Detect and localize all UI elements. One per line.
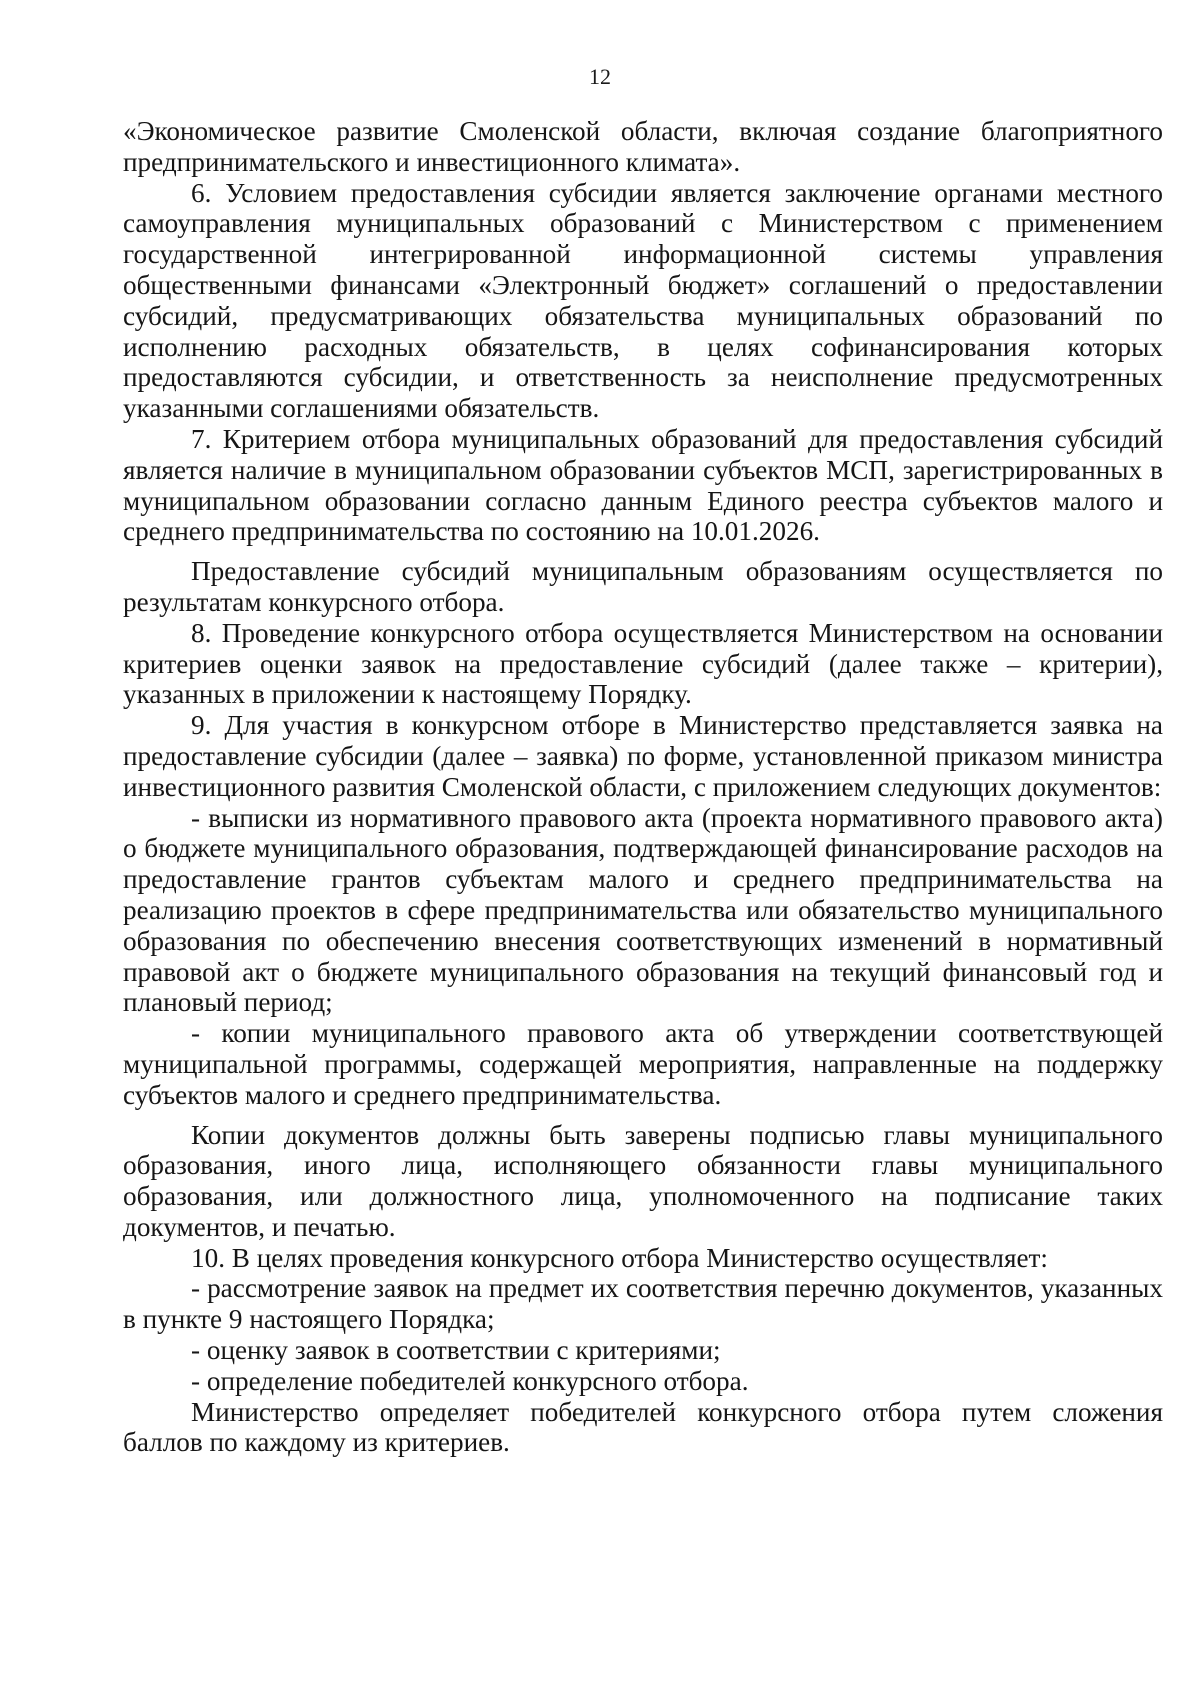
list-item-review-applications: - рассмотрение заявок на предмет их соответствия перечню документов, указанных в пункте 9 настоящего Порядка;: [123, 1273, 1163, 1335]
page-number: 12: [589, 64, 611, 89]
paragraph-scoring: Министерство определяет победителей конкурсного отбора путем сложения баллов по каждому из критериев.: [123, 1396, 1163, 1458]
list-item-program-copy: - копии муниципального правового акта об утверждении соответствующей муниципальной программы, содержащей мероприятия, направленные на поддержку субъектов малого и среднего предпринимательства.: [123, 1018, 1163, 1110]
list-item-evaluate-applications: - оценку заявок в соответствии с критериями;: [191, 1335, 721, 1366]
paragraph-clause-8: 8. Проведение конкурсного отбора осуществляется Министерством на основании критериев оценки заявок на предоставление субсидий (далее также – критерии), указанных в приложении к настоящему Порядку.: [123, 617, 1163, 710]
paragraph-clause-6: 6. Условием предоставления субсидии является заключение органами местного самоуправления муниципальных образований с Министерством с применением государственной интегрированной информационной системы управления общественными финансами «Электронный бюджет» соглашений о предоставлении субсидий, предусматривающих обязательства муниципальных образований по исполнению расходных обязательств, в целях софинансирования которых предоставляются субсидии, и ответственность за неисполнение предусмотренных указанными соглашениями обязательств.: [123, 177, 1163, 424]
paragraph-document-certification: Копии документов должны быть заверены подписью главы муниципального образования, иного лица, исполняющего обязанности главы муниципального образования, или должностного лица, уполномоченного на подписание таких документов, и печатью.: [123, 1119, 1163, 1242]
paragraph-clause-7: 7. Критерием отбора муниципальных образований для предоставления субсидий является наличие в муниципальном образовании субъектов МСП, зарегистрированных в муниципальном образовании согласно данным Единого реестра субъектов малого и среднего предпринимательства по состоянию на 10.01.2026.: [123, 423, 1163, 547]
paragraph-competitive-selection: Предоставление субсидий муниципальным образованиям осуществляется по результатам конкурсного отбора.: [123, 556, 1163, 617]
paragraph-clause-9: 9. Для участия в конкурсном отборе в Министерство представляется заявка на предоставление субсидии (далее – заявка) по форме, установленной приказом министра инвестиционного развития Смоленской области, с приложением следующих документов:: [123, 710, 1163, 802]
list-item-determine-winners: - определение победителей конкурсного отбора.: [191, 1365, 749, 1396]
paragraph-program-title-continuation: «Экономическое развитие Смоленской области, включая создание благоприятного предпринимательского и инвестиционного климата».: [123, 116, 1163, 177]
document-body: [123, 116, 1163, 1458]
list-item-budget-extract: - выписки из нормативного правового акта (проекта нормативного правового акта) о бюджете муниципального образования, подтверждающей финансирование расходов на предоставление грантов субъектам малого и среднего предпринимательства на реализацию проектов в сфере предпринимательства или обязательство муниципального образования по обеспечению внесения соответствующих изменений в нормативный правовой акт о бюджете муниципального образования на текущий финансовый год и плановый период;: [123, 802, 1163, 1018]
paragraph-clause-10: 10. В целях проведения конкурсного отбора Министерство осуществляет:: [191, 1242, 1048, 1273]
